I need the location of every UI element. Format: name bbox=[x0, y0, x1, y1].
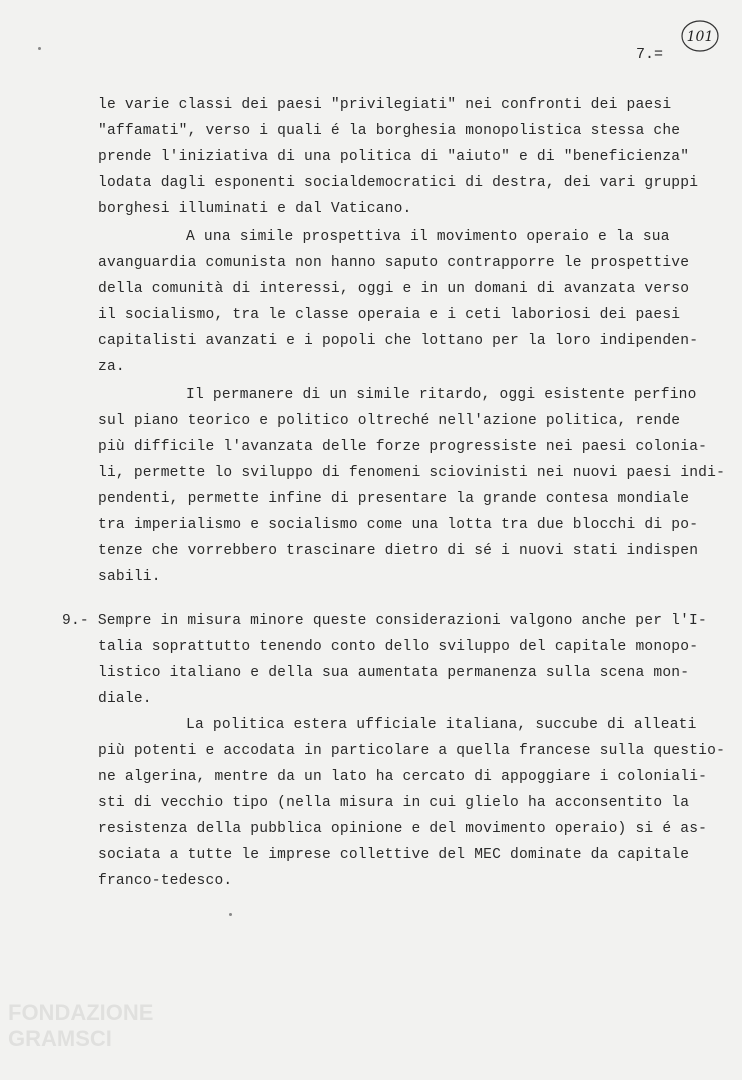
text-line: le varie classi dei paesi "privilegiati" nei confronti dei paesi bbox=[98, 97, 672, 113]
text-line: più difficile l'avanzata delle forze progressiste nei paesi colonia- bbox=[98, 439, 708, 455]
text-line: listico italiano e della sua aumentata permanenza sulla scena mon- bbox=[98, 665, 690, 681]
archive-number-stamp bbox=[680, 18, 720, 54]
archive-stamp-number: 101 bbox=[686, 29, 714, 45]
text-line: "affamati", verso i quali é la borghesia monopolistica stessa che bbox=[98, 123, 681, 139]
text-line: tenze che vorrebbero trascinare dietro di sé i nuovi stati indispen bbox=[98, 543, 699, 559]
page-number: 7.= bbox=[636, 46, 664, 63]
text-line: più potenti e accodata in particolare a quella francese sulla questio- bbox=[98, 743, 726, 759]
text-line: sul piano teorico e politico oltreché nell'azione politica, rende bbox=[98, 413, 681, 429]
text-line: li, permette lo sviluppo di fenomeni sciovinisti nei nuovi paesi indi- bbox=[98, 465, 726, 481]
archive-watermark: FONDAZIONE GRAMSCI bbox=[8, 1000, 154, 1051]
paper-speck bbox=[38, 47, 41, 50]
text-line: Il permanere di un simile ritardo, oggi esistente perfino bbox=[186, 387, 697, 403]
text-line: resistenza della pubblica opinione e del movimento operaio) si é as- bbox=[98, 821, 708, 837]
text-line: della comunità di interessi, oggi e in un domani di avanzata verso bbox=[98, 281, 690, 297]
text-line: talia soprattutto tenendo conto dello sviluppo del capitale monopo- bbox=[98, 639, 699, 655]
text-line: il socialismo, tra le classe operaia e i ceti laboriosi dei paesi bbox=[98, 307, 681, 323]
text-line: sabili. bbox=[98, 569, 161, 585]
text-line: franco-tedesco. bbox=[98, 873, 233, 889]
text-line: prende l'iniziativa di una politica di "aiuto" e di "beneficienza" bbox=[98, 149, 690, 165]
text-line: avanguardia comunista non hanno saputo contrapporre le prospettive bbox=[98, 255, 690, 271]
text-line: pendenti, permette infine di presentare la grande contesa mondiale bbox=[98, 491, 690, 507]
text-line: diale. bbox=[98, 691, 152, 707]
text-line: capitalisti avanzati e i popoli che lottano per la loro indipenden- bbox=[98, 333, 699, 349]
section-9-first-line: 9.- Sempre in misura minore queste considerazioni valgono anche per l'I- bbox=[62, 613, 707, 629]
text-line: ne algerina, mentre da un lato ha cercato di appoggiare i coloniali- bbox=[98, 769, 708, 785]
paper-speck bbox=[229, 913, 232, 916]
text-line: lodata dagli esponenti socialdemocratici di destra, dei vari gruppi bbox=[98, 175, 699, 191]
text-line: za. bbox=[98, 359, 125, 375]
text-line: La politica estera ufficiale italiana, succube di alleati bbox=[186, 717, 697, 733]
text-line: tra imperialismo e socialismo come una lotta tra due blocchi di po- bbox=[98, 517, 699, 533]
text-line: A una simile prospettiva il movimento operaio e la sua bbox=[186, 229, 670, 245]
text-line: borghesi illuminati e dal Vaticano. bbox=[98, 201, 412, 217]
text-line: sociata a tutte le imprese collettive del MEC dominate da capitale bbox=[98, 847, 690, 863]
text-line: sti di vecchio tipo (nella misura in cui glielo ha acconsentito la bbox=[98, 795, 690, 811]
